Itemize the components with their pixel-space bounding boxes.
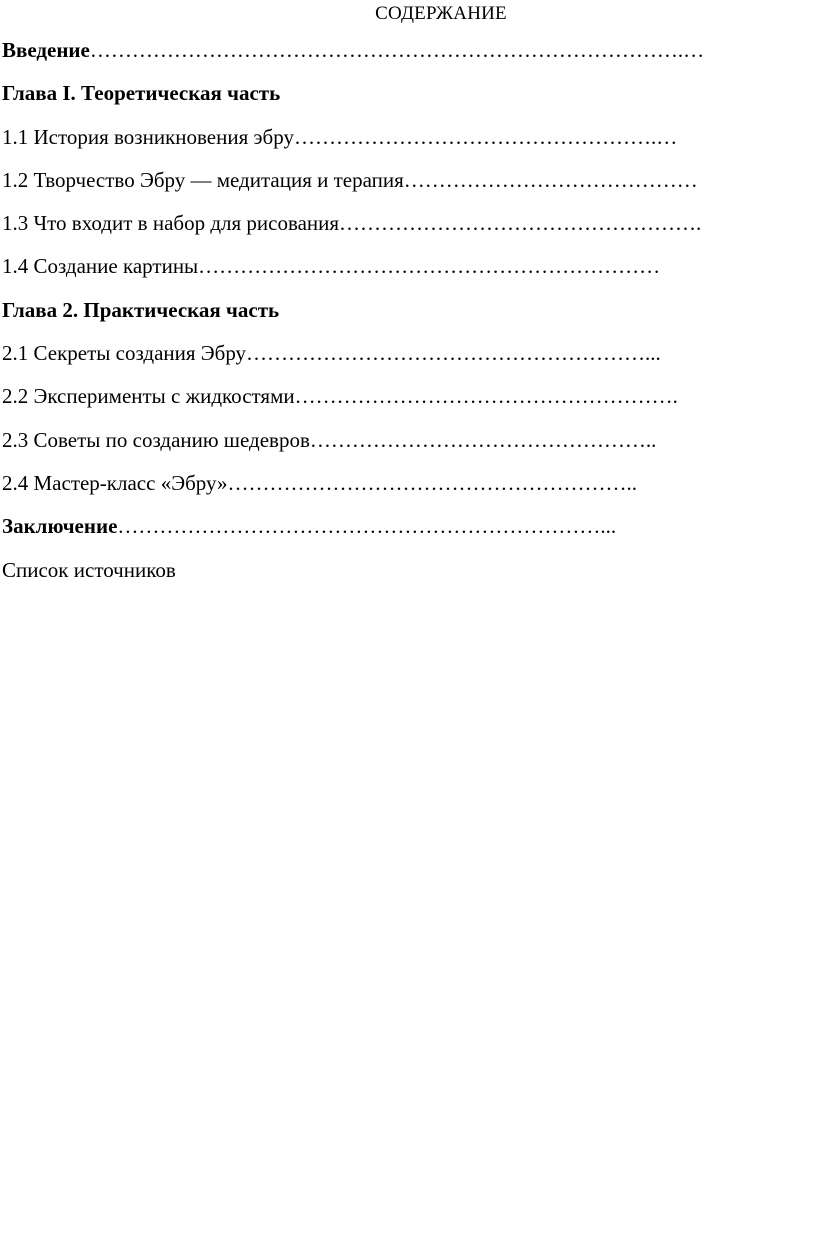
toc-entry-label: Глава 2. Практическая часть xyxy=(2,297,280,322)
toc-entry-label: 1.1 История возникновения эбру xyxy=(2,124,294,149)
toc-entry-leader: ……………………………………………. xyxy=(339,211,702,236)
toc-entry-2-1 xyxy=(2,338,814,368)
toc-entry-sources xyxy=(2,555,814,585)
toc-entry-label: Заключение xyxy=(2,514,118,539)
toc-entry-chapter-2 xyxy=(2,295,814,325)
page-title: СОДЕРЖАНИЕ xyxy=(375,3,507,24)
toc-entry-leader: ………………………………………………………… xyxy=(198,254,661,279)
toc-entry-leader: …………………………………………….… xyxy=(293,124,678,149)
toc-entry-2-2 xyxy=(2,381,814,411)
toc-entry-1-4 xyxy=(2,251,814,281)
toc-entry-2-3 xyxy=(2,425,814,455)
toc-entry-leader: ………………………………………………………………………….… xyxy=(89,38,705,62)
toc-entry-label: Глава I. Теоретическая часть xyxy=(2,81,281,106)
toc-entry-2-4 xyxy=(2,468,814,498)
toc-entry-label: 2.4 Мастер-класс «Эбру» xyxy=(2,470,228,495)
toc-entry-conclusion xyxy=(2,511,814,541)
table-of-contents xyxy=(2,35,814,598)
toc-entry-label: 1.3 Что входит в набор для рисования xyxy=(2,211,340,236)
toc-entry-label: 2.2 Эксперименты с жидкостями xyxy=(2,384,295,409)
toc-entry-leader: ………………………………………………….. xyxy=(227,470,637,495)
toc-entry-label: Список источников xyxy=(2,557,176,582)
toc-entry-label: 2.3 Советы по созданию шедевров xyxy=(2,427,310,452)
toc-entry-label: 1.2 Творчество Эбру — медитация и терапия xyxy=(2,167,404,192)
toc-entry-label: 1.4 Создание картины xyxy=(2,254,199,279)
toc-entry-leader: …………………………………… xyxy=(403,167,698,192)
toc-entry-leader: ………………………………………………. xyxy=(294,384,678,409)
toc-entry-intro xyxy=(2,35,814,65)
toc-entry-leader: ……………………………………………………………... xyxy=(117,514,617,539)
toc-entry-label: Введение xyxy=(2,38,90,62)
toc-entry-label: 2.1 Секреты создания Эбру xyxy=(2,341,247,366)
toc-entry-1-3 xyxy=(2,208,814,238)
toc-entry-1-2 xyxy=(2,165,814,195)
toc-entry-1-1 xyxy=(2,122,814,152)
toc-entry-leader: ………………………………………….. xyxy=(309,427,657,452)
toc-entry-leader: …………………………………………………... xyxy=(246,341,661,366)
toc-entry-chapter-1 xyxy=(2,78,814,108)
